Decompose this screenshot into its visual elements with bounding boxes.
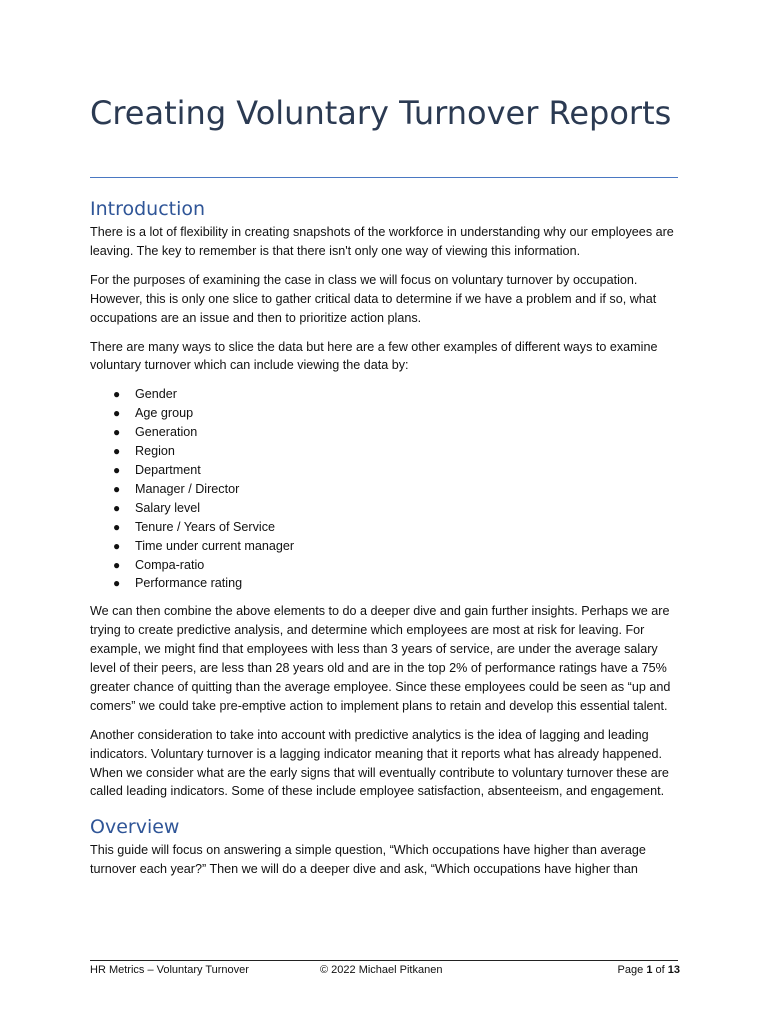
list-item [90,423,680,442]
list-item [90,442,680,461]
list-item-label: Age group [135,406,194,421]
bullet-icon: ● [113,406,121,421]
intro-paragraph-2: For the purposes of examining the case in class we will focus on voluntary turnover by occupation. However, this is only one slice to gather critical data to determine if we have a problem and if so, what occupations are an issue and then to prioritize action plans. [90,272,657,325]
overview-paragraph-1: This guide will focus on answering a simple question, “Which occupations have higher than average turnover each year?” Then we will do a deeper dive and ask, “Which occupations have higher than [90,843,646,877]
list-item-label: Tenure / Years of Service [135,519,276,534]
page-counter [618,963,680,977]
list-item [90,461,680,480]
bullet-icon: ● [113,462,121,477]
slice-dimensions-list [90,385,680,593]
bullet-icon: ● [113,519,121,534]
list-item-label: Gender [135,387,178,402]
bullet-icon: ● [113,500,121,515]
list-item-label: Manager / Director [135,481,240,496]
list-item-label: Department [135,462,201,477]
bullet-icon: ● [113,481,121,496]
document-title: Creating Voluntary Turnover Reports [90,94,672,132]
list-item-label: Compa-ratio [135,557,205,572]
list-item [90,537,680,556]
intro-paragraph-4: We can then combine the above elements to do a deeper dive and gain further insights. Perhaps we are trying to create predictive analysis, and determine which employees are most at risk for leaving. For example, we might find that employees with less than 3 years of service, are under the average salary level of their peers, are less than 28 years old and are in the top 2% of performance ratings have a 75% greater chance of quitting than the average employee. Since these employees could be seen as “up and comers” we could take pre-emptive action to implement plans to retain and develop this essential talent. [90,604,671,713]
list-item-label: Time under current manager [135,538,295,553]
footer-copyright: © 2022 Michael Pitkanen [320,964,443,976]
list-item-label: Performance rating [135,576,243,591]
list-item-label: Generation [135,425,198,440]
page-label: Page [617,964,644,976]
list-item-label: Region [135,444,175,459]
bullet-icon: ● [113,425,121,440]
list-item-label: Salary level [135,500,201,515]
heading-introduction: Introduction [90,198,206,220]
footer-divider [90,960,678,961]
of-label: of [655,964,665,976]
list-item [90,574,680,593]
list-item [90,480,680,499]
title-divider [90,177,678,178]
page-total: 13 [667,964,680,976]
list-item [90,499,680,518]
page-footer [90,963,680,979]
bullet-icon: ● [113,387,121,402]
page-number: 1 [646,964,653,976]
list-item [90,385,680,404]
intro-paragraph-3: There are many ways to slice the data but here are a few other examples of different ways to examine voluntary turnover which can include viewing the data by: [90,339,658,373]
intro-paragraph-1: There is a lot of flexibility in creating snapshots of the workforce in understanding why our employees are leaving. The key to remember is that there isn't only one way of viewing this information. [90,225,674,258]
bullet-icon: ● [113,444,121,459]
heading-overview: Overview [90,816,180,839]
bullet-icon: ● [113,576,121,591]
list-item [90,518,680,537]
bullet-icon: ● [113,557,121,572]
bullet-icon: ● [113,538,121,553]
document-body [90,197,680,889]
list-item [90,404,680,423]
footer-course-title: HR Metrics – Voluntary Turnover [90,964,249,976]
list-item [90,556,680,575]
intro-paragraph-5: Another consideration to take into account with predictive analytics is the idea of lagging and leading indicators. Voluntary turnover is a lagging indicator meaning that it reports what has already happened. When we consider what are the early signs that will eventually contribute to voluntary turnover these are called leading indicators. Some of these include employee satisfaction, absenteeism, and engagement. [90,727,669,799]
